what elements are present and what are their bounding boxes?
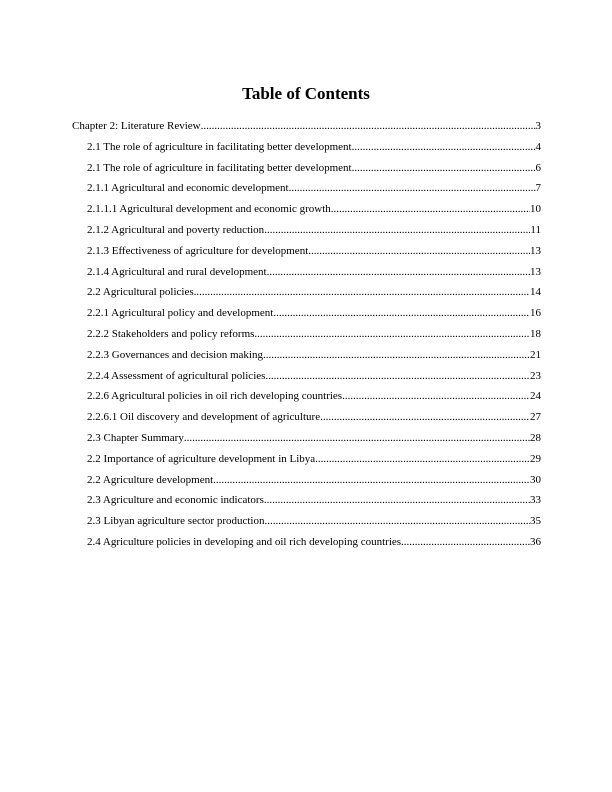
toc-entry[interactable] <box>72 532 541 553</box>
toc-entry-page: 14 <box>530 286 541 299</box>
toc-entry-page: 28 <box>530 431 541 444</box>
toc-entry-label: 2.2.6.1 Oil discovery and development of agriculture <box>87 411 321 424</box>
toc-entry-page: 13 <box>530 265 541 278</box>
toc-entry[interactable] <box>72 303 541 324</box>
toc-entry-label: 2.2 Importance of agriculture development in Libya <box>87 452 316 465</box>
toc-dot-leader <box>201 116 536 137</box>
toc-entry-label: 2.1.2 Agricultural and poverty reduction <box>87 223 265 236</box>
toc-entry[interactable] <box>72 345 541 366</box>
toc-dot-leader <box>273 303 530 324</box>
toc-list <box>72 116 541 553</box>
toc-entry[interactable] <box>72 137 541 158</box>
toc-entry-label: 2.2 Agricultural policies <box>87 286 194 299</box>
toc-dot-leader <box>331 199 530 220</box>
toc-dot-leader <box>213 470 530 491</box>
toc-dot-leader <box>401 532 530 553</box>
toc-entry-label: 2.2.3 Governances and decision making <box>87 348 263 361</box>
toc-entry-label: 2.1.3 Effectiveness of agriculture for development <box>87 244 309 257</box>
toc-entry[interactable] <box>72 449 541 470</box>
toc-entry[interactable] <box>72 158 541 179</box>
toc-entry[interactable] <box>72 220 541 241</box>
toc-entry[interactable] <box>72 386 541 407</box>
toc-entry-label: 2.3 Chapter Summary <box>87 431 184 444</box>
toc-entry-page: 35 <box>530 515 541 528</box>
toc-entry-label: Chapter 2: Literature Review <box>72 120 201 132</box>
toc-entry-label: 2.3 Agriculture and economic indicators <box>87 494 264 507</box>
toc-entry-page: 3 <box>535 120 541 132</box>
toc-dot-leader <box>320 407 530 428</box>
toc-entry-page: 16 <box>530 307 541 320</box>
toc-entry-page: 30 <box>530 473 541 486</box>
toc-entry-page: 33 <box>530 494 541 507</box>
toc-dot-leader <box>264 490 530 511</box>
toc-entry[interactable] <box>72 407 541 428</box>
toc-entry[interactable] <box>72 241 541 262</box>
toc-entry[interactable] <box>72 324 541 345</box>
toc-dot-leader <box>315 449 530 470</box>
toc-entry[interactable] <box>72 199 541 220</box>
toc-dot-leader <box>184 428 530 449</box>
toc-entry-label: 2.2.2 Stakeholders and policy reforms <box>87 327 255 340</box>
toc-entry[interactable] <box>72 490 541 511</box>
toc-entry-page: 27 <box>530 411 541 424</box>
toc-dot-leader <box>265 366 530 387</box>
toc-entry-page: 29 <box>530 452 541 465</box>
toc-entry-page: 6 <box>535 161 541 174</box>
toc-entry-page: 36 <box>530 535 541 548</box>
toc-entry-label: 2.1.4 Agricultural and rural development <box>87 265 267 278</box>
toc-entry-page: 13 <box>530 244 541 257</box>
toc-entry-label: 2.1 The role of agriculture in facilitating better development <box>87 161 352 174</box>
toc-entry-page: 23 <box>530 369 541 382</box>
toc-dot-leader <box>264 220 530 241</box>
toc-dot-leader <box>352 137 536 158</box>
toc-entry[interactable] <box>72 428 541 449</box>
toc-entry-label: 2.1 The role of agriculture in facilitating better development <box>87 140 352 153</box>
toc-entry[interactable] <box>72 366 541 387</box>
toc-entry-label: 2.2.4 Assessment of agricultural policies <box>87 369 266 382</box>
toc-dot-leader <box>264 511 530 532</box>
toc-entry[interactable] <box>72 116 541 137</box>
toc-title: Table of Contents <box>242 84 370 103</box>
toc-entry[interactable] <box>72 282 541 303</box>
toc-entry-page: 21 <box>530 348 541 361</box>
toc-entry[interactable] <box>72 262 541 283</box>
toc-entry-label: 2.3 Libyan agriculture sector production <box>87 515 265 528</box>
toc-entry-page: 4 <box>535 140 541 153</box>
toc-dot-leader <box>289 178 536 199</box>
toc-entry-label: 2.2.1 Agricultural policy and development <box>87 307 274 320</box>
toc-entry-page: 10 <box>530 203 541 216</box>
toc-dot-leader <box>308 241 530 262</box>
toc-entry[interactable] <box>72 511 541 532</box>
toc-entry-label: 2.4 Agriculture policies in developing and oil rich developing countries <box>87 535 402 548</box>
toc-entry[interactable] <box>72 178 541 199</box>
toc-dot-leader <box>194 282 530 303</box>
toc-entry-page: 18 <box>530 327 541 340</box>
toc-dot-leader <box>254 324 530 345</box>
toc-entry-label: 2.2.6 Agricultural policies in oil rich developing countries <box>87 390 343 403</box>
toc-entry-page: 7 <box>535 182 541 195</box>
toc-entry-label: 2.2 Agriculture development <box>87 473 214 486</box>
toc-dot-leader <box>267 262 530 283</box>
toc-entry-page: 24 <box>530 390 541 403</box>
toc-entry-label: 2.1.1.1 Agricultural development and economic growth <box>87 203 331 216</box>
toc-dot-leader <box>342 386 530 407</box>
toc-entry-label: 2.1.1 Agricultural and economic development <box>87 182 289 195</box>
toc-dot-leader <box>352 158 536 179</box>
toc-entry-page: 11 <box>530 223 541 236</box>
toc-entry[interactable] <box>72 470 541 491</box>
toc-dot-leader <box>263 345 530 366</box>
